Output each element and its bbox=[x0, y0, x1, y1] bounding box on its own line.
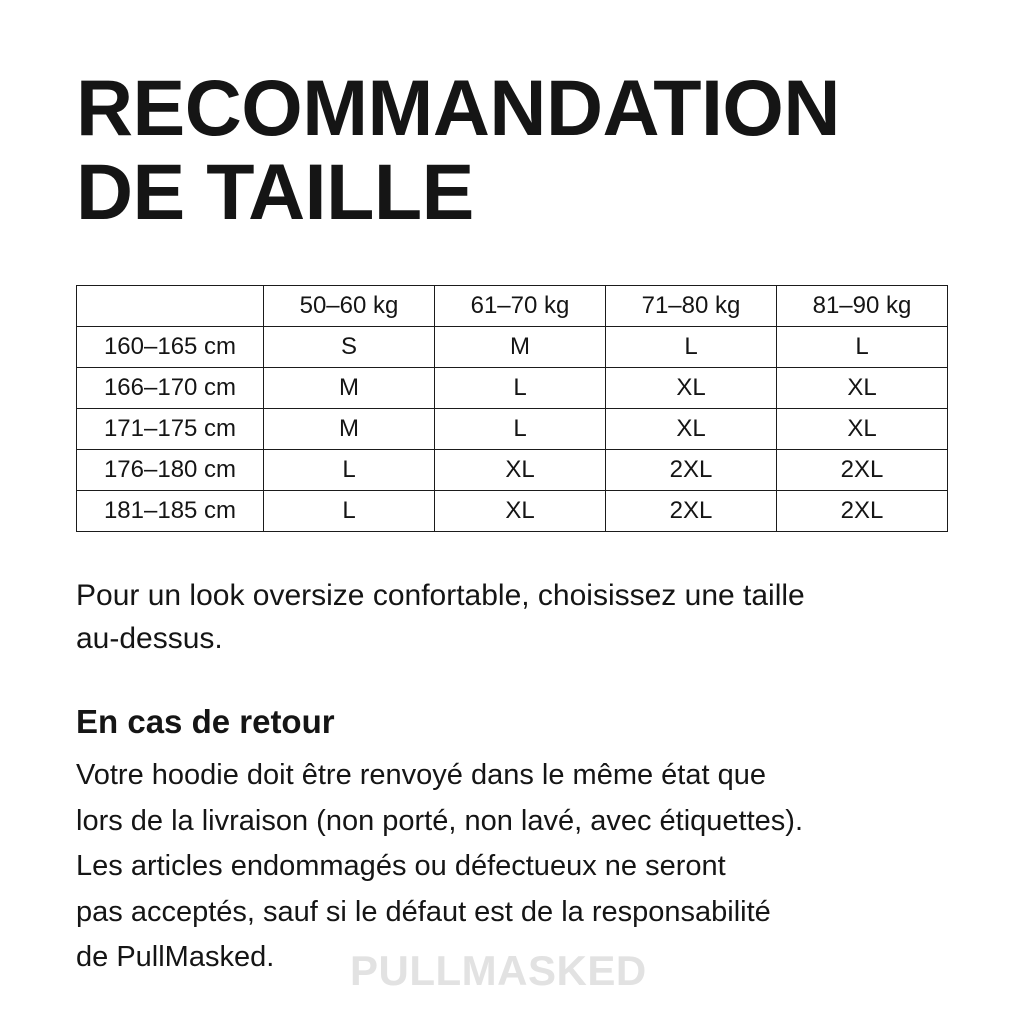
table-header-row bbox=[77, 286, 948, 327]
size-cell: L bbox=[264, 450, 435, 491]
size-chart-table bbox=[76, 285, 948, 532]
size-cell: L bbox=[435, 368, 606, 409]
oversize-tip bbox=[76, 574, 956, 660]
brand-watermark: PULLMASKED bbox=[350, 947, 647, 994]
table-row bbox=[77, 409, 948, 450]
page-title bbox=[76, 63, 956, 236]
size-cell: XL bbox=[777, 409, 948, 450]
table-row bbox=[77, 450, 948, 491]
height-row-header: 166–170 cm bbox=[77, 368, 264, 409]
height-row-header: 176–180 cm bbox=[77, 450, 264, 491]
title-line-1: RECOMMANDATION bbox=[76, 63, 840, 152]
returns-line: de PullMasked. bbox=[76, 941, 275, 973]
size-cell: XL bbox=[777, 368, 948, 409]
size-cell: L bbox=[777, 327, 948, 368]
size-cell: L bbox=[606, 327, 777, 368]
table-row bbox=[77, 327, 948, 368]
height-row-header: 171–175 cm bbox=[77, 409, 264, 450]
size-cell: 2XL bbox=[777, 450, 948, 491]
returns-line: pas acceptés, sauf si le défaut est de la responsabilité bbox=[76, 895, 771, 928]
tip-line-1: Pour un look oversize confortable, choisissez une taille bbox=[76, 579, 805, 612]
weight-column-header: 61–70 kg bbox=[435, 286, 606, 327]
returns-heading: En cas de retour bbox=[76, 703, 335, 740]
size-cell: M bbox=[264, 409, 435, 450]
table-row bbox=[77, 491, 948, 532]
size-cell: S bbox=[264, 327, 435, 368]
height-row-header: 181–185 cm bbox=[77, 491, 264, 532]
size-cell: L bbox=[435, 409, 606, 450]
table-corner-cell bbox=[77, 286, 264, 327]
title-line-2: DE TAILLE bbox=[76, 147, 474, 236]
returns-line: lors de la livraison (non porté, non lavé, avec étiquettes). bbox=[76, 804, 804, 837]
weight-column-header: 71–80 kg bbox=[606, 286, 777, 327]
size-cell: XL bbox=[606, 409, 777, 450]
size-cell: 2XL bbox=[606, 450, 777, 491]
returns-line: Les articles endommagés ou défectueux ne seront bbox=[76, 850, 726, 882]
weight-column-header: 81–90 kg bbox=[777, 286, 948, 327]
size-cell: 2XL bbox=[777, 491, 948, 532]
size-cell: L bbox=[264, 491, 435, 532]
tip-line-2: au-dessus. bbox=[76, 622, 223, 655]
size-cell: M bbox=[264, 368, 435, 409]
size-cell: 2XL bbox=[606, 491, 777, 532]
returns-line: Votre hoodie doit être renvoyé dans le même état que bbox=[76, 759, 766, 791]
weight-column-header: 50–60 kg bbox=[264, 286, 435, 327]
size-cell: XL bbox=[435, 450, 606, 491]
size-cell: XL bbox=[435, 491, 606, 532]
height-row-header: 160–165 cm bbox=[77, 327, 264, 368]
size-cell: XL bbox=[606, 368, 777, 409]
table-row bbox=[77, 368, 948, 409]
size-cell: M bbox=[435, 327, 606, 368]
